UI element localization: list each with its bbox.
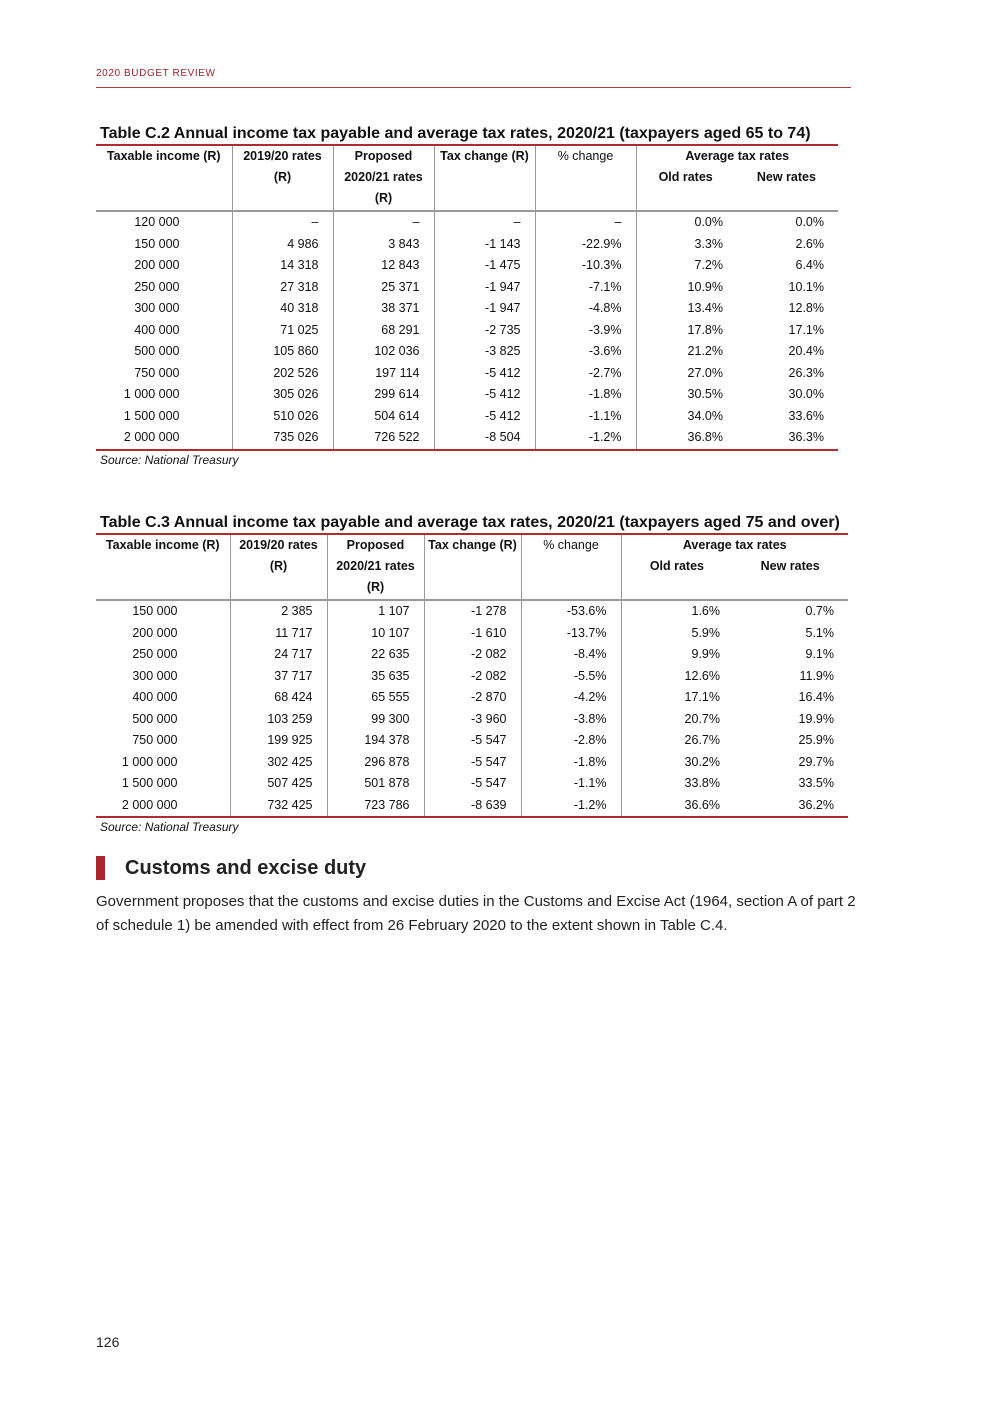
table-row	[96, 341, 838, 363]
table-cell: 732 425	[230, 795, 327, 818]
col-tax-change: Tax change (R)	[424, 535, 521, 600]
table-cell: 400 000	[134, 322, 180, 337]
table-cell: -5 547	[424, 752, 521, 774]
table-cell: 10 107	[327, 623, 424, 645]
section-paragraph: Government proposes that the customs and excise duties in the Customs and Excise Act (1964, section A of part 2 of schedule 1) be amended with effect from 26 February 2020 to the extent shown in Table C.4.	[96, 893, 856, 934]
table-cell: 250 000	[134, 279, 180, 294]
table-cell: 37 717	[230, 666, 327, 688]
table-cell: -2.8%	[521, 730, 621, 752]
table-c3	[96, 535, 848, 818]
table-row	[96, 363, 838, 385]
table-cell: 305 026	[232, 384, 333, 406]
table-row	[96, 211, 838, 234]
section-title: Customs and excise duty	[125, 856, 367, 879]
table-c2-header	[96, 146, 838, 211]
col-average-tax-rates: Average tax rates Old rates New rates	[621, 535, 848, 600]
table-cell: 202 526	[232, 363, 333, 385]
table-cell: 5.9%	[621, 623, 734, 645]
table-cell: -22.9%	[535, 234, 636, 256]
table-cell: 12 843	[333, 255, 434, 277]
table-cell: 7.2%	[636, 255, 737, 277]
table-cell: -2 735	[434, 320, 535, 342]
table-cell: 750 000	[134, 365, 180, 380]
table-c2	[96, 146, 838, 451]
table-cell: -53.6%	[521, 600, 621, 623]
col-old-rates: Old rates	[649, 559, 704, 573]
col-new-rates: New rates	[760, 559, 820, 573]
table-cell: -2.7%	[535, 363, 636, 385]
table-cell: 20.4%	[788, 344, 824, 358]
table-cell: 150 000	[134, 236, 180, 251]
table-cell: 27 318	[232, 277, 333, 299]
table-cell: -5.5%	[521, 666, 621, 688]
table-cell: 2 000 000	[96, 427, 232, 450]
table-c3-header	[96, 535, 848, 600]
col-proposed-rates: Proposed 2020/21 rates (R)	[333, 146, 434, 211]
col-old-rates: Old rates	[658, 170, 713, 184]
col-2019-rates: 2019/20 rates (R)	[232, 146, 333, 211]
table-cell: 299 614	[333, 384, 434, 406]
table-cell: 30.5%	[636, 384, 737, 406]
table-cell: -8 639	[424, 795, 521, 818]
table-row	[96, 773, 848, 795]
table-cell: -3.6%	[535, 341, 636, 363]
table-cell: 120 000	[134, 215, 180, 229]
table-cell: 38 371	[333, 298, 434, 320]
table-cell: 26.3%	[788, 365, 824, 380]
table-cell: 103 259	[230, 709, 327, 731]
table-cell: 194 378	[327, 730, 424, 752]
table-cell: 507 425	[230, 773, 327, 795]
table-cell: -13.7%	[521, 623, 621, 645]
page-number: 126	[96, 1334, 120, 1350]
table-cell: -2 082	[424, 666, 521, 688]
table-c2-title: Table C.2 Annual income tax payable and average tax rates, 2020/21 (taxpayers aged 65 to 74)	[96, 124, 838, 146]
table-cell: 296 878	[327, 752, 424, 774]
table-cell: 14 318	[232, 255, 333, 277]
table-cell: –	[434, 211, 535, 234]
table-cell: -5 412	[434, 406, 535, 428]
table-row	[96, 234, 838, 256]
table-cell: 250 000	[132, 647, 178, 661]
table-cell: -1 278	[424, 600, 521, 623]
table-cell: 750 000	[132, 733, 178, 747]
table-row	[96, 406, 838, 428]
table-cell: 19.9%	[798, 711, 834, 726]
col-average-tax-rates: Average tax rates Old rates New rates	[636, 146, 838, 211]
table-cell: 27.0%	[636, 363, 737, 385]
table-cell: -4.2%	[521, 687, 621, 709]
table-cell: -3.8%	[521, 709, 621, 731]
table-cell: 2 385	[230, 600, 327, 623]
table-cell: 1 500 000	[123, 408, 180, 423]
table-cell: -3 960	[424, 709, 521, 731]
col-proposed-rates: Proposed 2020/21 rates (R)	[327, 535, 424, 600]
col-2019-rates: 2019/20 rates (R)	[230, 535, 327, 600]
table-cell: -5 412	[434, 363, 535, 385]
table-cell: -5 412	[434, 384, 535, 406]
table-cell: -1 947	[434, 277, 535, 299]
table-cell: 1.6%	[621, 600, 734, 623]
table-c3-source: Source: National Treasury	[100, 820, 239, 834]
table-cell: 105 860	[232, 341, 333, 363]
table-row	[96, 277, 838, 299]
table-cell: -7.1%	[535, 277, 636, 299]
table-cell: 6.4%	[795, 258, 824, 272]
table-cell: -1 143	[434, 234, 535, 256]
table-row	[96, 255, 838, 277]
table-cell: 29.7%	[798, 754, 834, 769]
table-cell: 13.4%	[636, 298, 737, 320]
table-row	[96, 384, 838, 406]
table-row	[96, 709, 848, 731]
table-cell: 22 635	[327, 644, 424, 666]
table-cell: -8.4%	[521, 644, 621, 666]
table-c3-body	[96, 600, 848, 817]
table-cell: 36.8%	[636, 427, 737, 450]
table-cell: 302 425	[230, 752, 327, 774]
table-cell: 3.3%	[636, 234, 737, 256]
col-pct-change: % change	[535, 146, 636, 211]
table-cell: 17.8%	[636, 320, 737, 342]
col-tax-change: Tax change (R)	[434, 146, 535, 211]
table-c3-title: Table C.3 Annual income tax payable and average tax rates, 2020/21 (taxpayers aged 75 and over)	[96, 513, 848, 535]
section-heading	[96, 853, 366, 883]
table-c2-block	[96, 124, 838, 467]
table-cell: –	[535, 211, 636, 234]
running-head: 2020 BUDGET REVIEW	[96, 68, 216, 79]
table-cell: 12.8%	[788, 301, 824, 315]
table-cell: 68 291	[333, 320, 434, 342]
table-cell: 35 635	[327, 666, 424, 688]
table-cell: 20.7%	[621, 709, 734, 731]
table-cell: 99 300	[327, 709, 424, 731]
table-cell: 200 000	[132, 625, 178, 640]
table-cell: 300 000	[132, 668, 178, 683]
table-cell: 510 026	[232, 406, 333, 428]
table-cell: 1 107	[327, 600, 424, 623]
table-row	[96, 600, 848, 623]
table-row	[96, 752, 848, 774]
table-cell: 30.2%	[621, 752, 734, 774]
table-row	[96, 730, 848, 752]
table-cell: 0.7%	[805, 604, 834, 618]
table-cell: 9.1%	[805, 647, 834, 661]
table-cell: 2.6%	[795, 236, 824, 251]
table-cell: 33.5%	[798, 776, 834, 790]
table-cell: -1.1%	[521, 773, 621, 795]
table-row	[96, 666, 848, 688]
table-cell: -2 082	[424, 644, 521, 666]
table-cell: 3 843	[333, 234, 434, 256]
table-cell: 4 986	[232, 234, 333, 256]
table-row	[96, 687, 848, 709]
col-new-rates: New rates	[756, 170, 816, 184]
table-cell: 34.0%	[636, 406, 737, 428]
table-cell: 33.6%	[788, 408, 824, 423]
table-cell: –	[333, 211, 434, 234]
table-row	[96, 427, 838, 450]
table-cell: 735 026	[232, 427, 333, 450]
table-cell: 1 500 000	[121, 776, 178, 790]
table-cell: 33.8%	[621, 773, 734, 795]
table-cell: 504 614	[333, 406, 434, 428]
table-row	[96, 795, 848, 818]
table-cell: 200 000	[134, 258, 180, 272]
table-cell: -5 547	[424, 773, 521, 795]
table-cell: 17.1%	[788, 322, 824, 337]
table-cell: 11 717	[230, 623, 327, 645]
table-cell: 1 000 000	[121, 754, 178, 769]
table-cell: -5 547	[424, 730, 521, 752]
table-cell: -1.1%	[535, 406, 636, 428]
col-pct-change: % change	[521, 535, 621, 600]
table-cell: 197 114	[333, 363, 434, 385]
header-rule	[96, 87, 851, 88]
table-cell: 24 717	[230, 644, 327, 666]
table-cell: –	[232, 211, 333, 234]
table-cell: -1.2%	[521, 795, 621, 818]
table-cell: 21.2%	[636, 341, 737, 363]
table-cell: -1 475	[434, 255, 535, 277]
table-cell: 400 000	[132, 690, 178, 704]
section-marker	[96, 856, 105, 880]
table-row	[96, 320, 838, 342]
table-cell: -1 947	[434, 298, 535, 320]
table-cell: 36.3%	[737, 427, 838, 450]
table-cell: 10.1%	[788, 279, 824, 294]
col-taxable-income: Taxable income (R)	[96, 146, 232, 211]
table-cell: 0.0%	[636, 211, 737, 234]
table-cell: -2 870	[424, 687, 521, 709]
table-cell: 1 000 000	[123, 387, 180, 401]
table-cell: 17.1%	[621, 687, 734, 709]
table-cell: 102 036	[333, 341, 434, 363]
table-cell: 723 786	[327, 795, 424, 818]
table-cell: 26.7%	[621, 730, 734, 752]
table-cell: -1.8%	[535, 384, 636, 406]
table-cell: -1 610	[424, 623, 521, 645]
table-cell: 68 424	[230, 687, 327, 709]
table-cell: 500 000	[134, 344, 180, 358]
table-cell: 65 555	[327, 687, 424, 709]
table-cell: 501 878	[327, 773, 424, 795]
table-cell: 12.6%	[621, 666, 734, 688]
table-cell: 300 000	[134, 301, 180, 315]
table-cell: 199 925	[230, 730, 327, 752]
table-cell: 40 318	[232, 298, 333, 320]
table-cell: 5.1%	[805, 625, 834, 640]
table-row	[96, 623, 848, 645]
table-cell: -1.8%	[521, 752, 621, 774]
table-cell: 25 371	[333, 277, 434, 299]
table-cell: 36.6%	[621, 795, 734, 818]
table-row	[96, 298, 838, 320]
table-c3-block	[96, 513, 848, 834]
table-cell: 500 000	[132, 711, 178, 726]
table-cell: 9.9%	[621, 644, 734, 666]
col-taxable-income: Taxable income (R)	[96, 535, 230, 600]
table-row	[96, 644, 848, 666]
table-cell: -10.3%	[535, 255, 636, 277]
table-cell: -1.2%	[535, 427, 636, 450]
table-cell: 0.0%	[795, 215, 824, 229]
table-cell: 10.9%	[636, 277, 737, 299]
table-cell: 36.2%	[734, 795, 848, 818]
table-cell: -3.9%	[535, 320, 636, 342]
table-cell: 726 522	[333, 427, 434, 450]
table-cell: -4.8%	[535, 298, 636, 320]
table-c2-source: Source: National Treasury	[100, 452, 239, 467]
table-cell: -8 504	[434, 427, 535, 450]
table-cell: 71 025	[232, 320, 333, 342]
table-cell: 30.0%	[788, 387, 824, 401]
table-cell: 2 000 000	[96, 795, 230, 818]
table-c2-body	[96, 211, 838, 450]
table-cell: 25.9%	[798, 733, 834, 747]
table-cell: -3 825	[434, 341, 535, 363]
table-cell: 16.4%	[798, 690, 834, 704]
table-cell: 11.9%	[799, 668, 834, 683]
table-cell: 150 000	[132, 604, 178, 618]
